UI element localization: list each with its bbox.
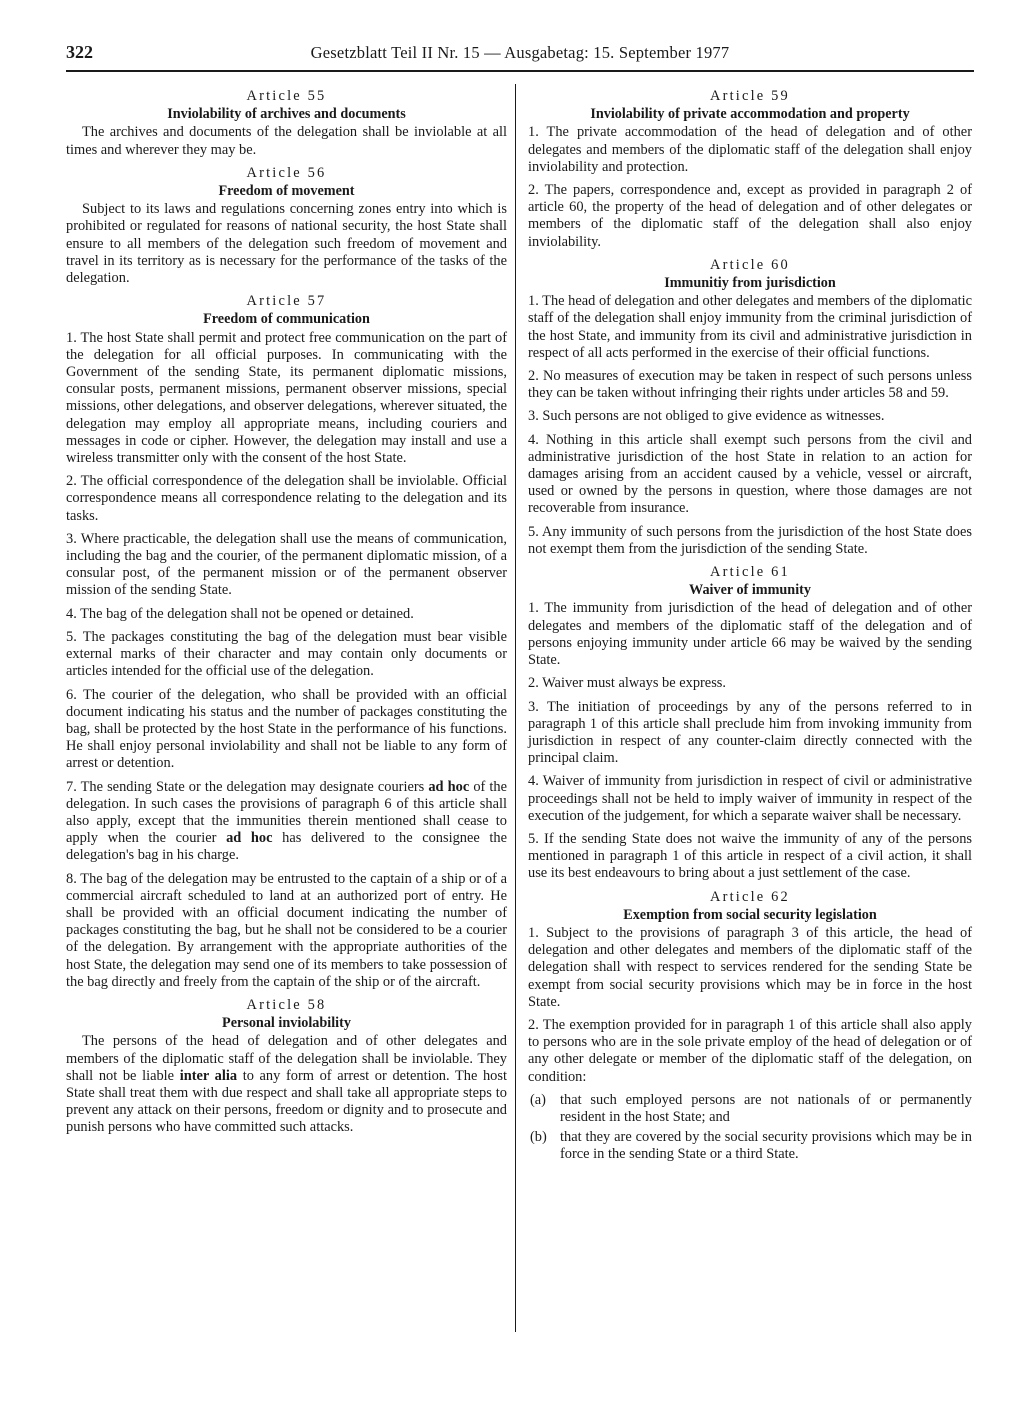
article-title: Personal inviolability: [222, 1015, 351, 1032]
list-item: [528, 1129, 972, 1163]
paragraph: [66, 1033, 507, 1136]
text-run: 7. The sending State or the delegation may designate couriers: [66, 778, 425, 795]
article-title: Inviolability of archives and documents: [167, 106, 406, 123]
article-number: Article 57: [246, 293, 327, 310]
article-61: [528, 564, 972, 882]
paragraph: 8. The bag of the delegation may be entrusted to the captain of a ship or of a commercial aircraft scheduled to land at an authorized port of entry. He shall be provided with an official document indicating the number of packages constituting the bag, but he shall not be considered to be a courier of the delegation. By arrangement with the appropriate authorities of the host State, the delegation may send one of its members to take possession of the bag directly and freely from the captain of the ship or of the aircraft.: [66, 870, 507, 990]
article-title: Immunitiy from jurisdiction: [664, 275, 836, 292]
latin-term: inter alia: [179, 1067, 238, 1084]
paragraph: Subject to its laws and regulations concerning zones entry into which is prohibited or regulated for reasons of national security, the host State shall ensure to all members of the delegation such freedom of movement and travel in its territory as is necessary for the performance of the tasks of the delegation.: [66, 201, 507, 287]
article-title: Freedom of movement: [218, 183, 355, 200]
left-column: [66, 84, 507, 1143]
article-55: [66, 88, 507, 159]
article-58: [66, 997, 507, 1137]
list-text: that they are covered by the social security provisions which may be in force in the sending State or a third State.: [560, 1129, 972, 1163]
latin-term: ad hoc: [226, 830, 273, 847]
list-label: (b): [530, 1129, 547, 1146]
paragraph: 4. Waiver of immunity from jurisdiction in respect of civil or administrative proceedings shall not be held to imply waiver of immunity in respect of the execution of the judgement, for which a separate waiver shall be necessary.: [528, 773, 972, 824]
list-item: [528, 1092, 972, 1126]
paragraph: [66, 779, 507, 865]
article-title: Exemption from social security legislation: [623, 906, 877, 923]
list-label: (a): [530, 1091, 546, 1108]
right-column: [528, 84, 972, 1167]
article-title: Inviolability of private accommodation and property: [590, 106, 910, 123]
paragraph: 2. The papers, correspondence and, except as provided in paragraph 2 of article 60, the property of the head of delegation and of other delegates or members of the diplomatic staff of the delegation shall also enjoy inviolability.: [528, 182, 972, 250]
text-run: has delivered to the consignee the delegation's bag in his charge.: [66, 830, 507, 864]
paragraph: 3. Such persons are not obliged to give evidence as witnesses.: [528, 408, 885, 425]
column-divider: [515, 84, 516, 1332]
latin-term: ad hoc: [428, 778, 470, 795]
list-text: that such employed persons are not nationals of or permanently resident in the host State; and: [560, 1091, 972, 1125]
paragraph: 5. Any immunity of such persons from the jurisdiction of the host State does not exempt them from the jurisdiction of the sending State.: [528, 523, 972, 557]
paragraph: 1. The private accommodation of the head of delegation and of other delegates and members of the diplomatic staff of the delegation shall enjoy inviolability and protection.: [528, 124, 972, 175]
paragraph: 3. The initiation of proceedings by any of the persons referred to in paragraph 1 of this article shall preclude him from invoking immunity from jurisdiction in respect of any counter-claim directly connected with the principal claim.: [528, 698, 972, 767]
article-57: [66, 293, 507, 991]
article-number: Article 56: [246, 164, 327, 181]
text-run: of the delegation. In such cases the provisions of paragraph 6 of this article shall also apply, except that the immunities therein mentioned shall cease to apply when the courier: [66, 778, 507, 847]
article-number: Article 58: [246, 996, 327, 1013]
paragraph: 1. Subject to the provisions of paragraph 3 of this article, the head of delegation and other delegates and members of the diplomatic staff of the delegation shall with respect to services rendered for the sending State be exempt from social security provisions which may be in force in the host State.: [528, 924, 972, 1010]
article-title: Freedom of communication: [203, 311, 370, 328]
paragraph: 1. The host State shall permit and protect free communication on the part of the delegation for all official purposes. In communicating with the Government of the sending State, its permanent diplomatic missions, consular posts, permanent missions, permanent observer missions, special missions, other delegations, and observer delegations, wherever situated, the delegation may employ all appropriate means, including couriers and messages in code or cipher. However, the delegation may install and use a wireless transmitter only with the consent of the host State.: [66, 329, 507, 467]
page-header: [66, 42, 974, 72]
article-title: Waiver of immunity: [689, 582, 811, 599]
article-number: Article 55: [246, 88, 327, 104]
paragraph: 2. Waiver must always be express.: [528, 675, 726, 692]
running-title: Gesetzblatt Teil II Nr. 15 — Ausgabetag: 15. September 1977: [310, 43, 730, 62]
paragraph: 2. The exemption provided for in paragraph 1 of this article shall also apply to persons who are in the sole private employ of the head of delegation or of any other delegate or member of the diplomatic staff of the delegation, on condition:: [528, 1016, 972, 1085]
text-run: The persons of the head of delegation and of other delegates and members of the diplomatic staff of the delegation shall be inviolable. They shall not be liable: [66, 1033, 507, 1084]
paragraph: 1. The immunity from jurisdiction of the head of delegation and of other delegates and members of the diplomatic staff of the delegation and of persons enjoying immunity under article 66 may be waived by the sending State.: [528, 600, 972, 669]
article-56: [66, 165, 507, 287]
article-number: Article 62: [710, 888, 790, 905]
page-number: 322: [66, 42, 93, 62]
article-60: [528, 257, 972, 558]
text-run: to any form of arrest or detention. The host State shall treat them with due respect and shall take all appropriate steps to prevent any attack on their persons, freedom or dignity and to prosecute and punish persons who have committed such attacks.: [66, 1067, 507, 1136]
paragraph: 6. The courier of the delegation, who shall be provided with an official document indicating his status and the number of packages constituting the bag, shall be protected by the host State in the performance of his functions. He shall enjoy personal inviolability and shall not be liable to any form of arrest or detention.: [66, 686, 507, 772]
paragraph: 5. If the sending State does not waive the immunity of any of the persons mentioned in paragraph 1 of this article in respect of a civil action, it shall use its best endeavours to bring about a just settlement of the case.: [528, 830, 972, 882]
paragraph: 1. The head of delegation and other delegates and members of the diplomatic staff of the delegation shall enjoy immunity from the criminal jurisdiction of the host State, and immunity from its civil and administrative jurisdiction in respect of all acts performed in the exercise of their official functions.: [528, 293, 972, 361]
article-number: Article 60: [710, 256, 790, 273]
paragraph: 5. The packages constituting the bag of the delegation must bear visible external marks of their character and may contain only documents or articles intended for the official use of the delegation.: [66, 628, 507, 680]
article-62: [528, 889, 972, 1164]
paragraph: 3. Where practicable, the delegation shall use the means of communication, including the bag and the courier, of the permanent diplomatic mission, of a consular post, of the permanent mission or of the permanent observer mission of the sending State.: [66, 530, 507, 599]
paragraph: 2. The official correspondence of the delegation shall be inviolable. Official correspondence means all correspondence relating to the delegation and its tasks.: [66, 473, 507, 524]
article-number: Article 61: [710, 564, 790, 581]
paragraph: 2. No measures of execution may be taken in respect of such persons unless they can be taken without infringing their rights under articles 58 and 59.: [528, 368, 972, 402]
article-number: Article 59: [710, 88, 790, 104]
paragraph: 4. The bag of the delegation shall not be opened or detained.: [66, 605, 414, 622]
article-59: [528, 88, 972, 251]
paragraph: 4. Nothing in this article shall exempt such persons from the civil and administrative jurisdiction of the host State in relation to an action for damages arising from an accident caused by a vehicle, vessel or aircraft, used or owned by the persons in question, where those damages are not recoverable from insurance.: [528, 431, 972, 517]
paragraph: The archives and documents of the delegation shall be inviolable at all times and wherever they may be.: [66, 124, 507, 158]
